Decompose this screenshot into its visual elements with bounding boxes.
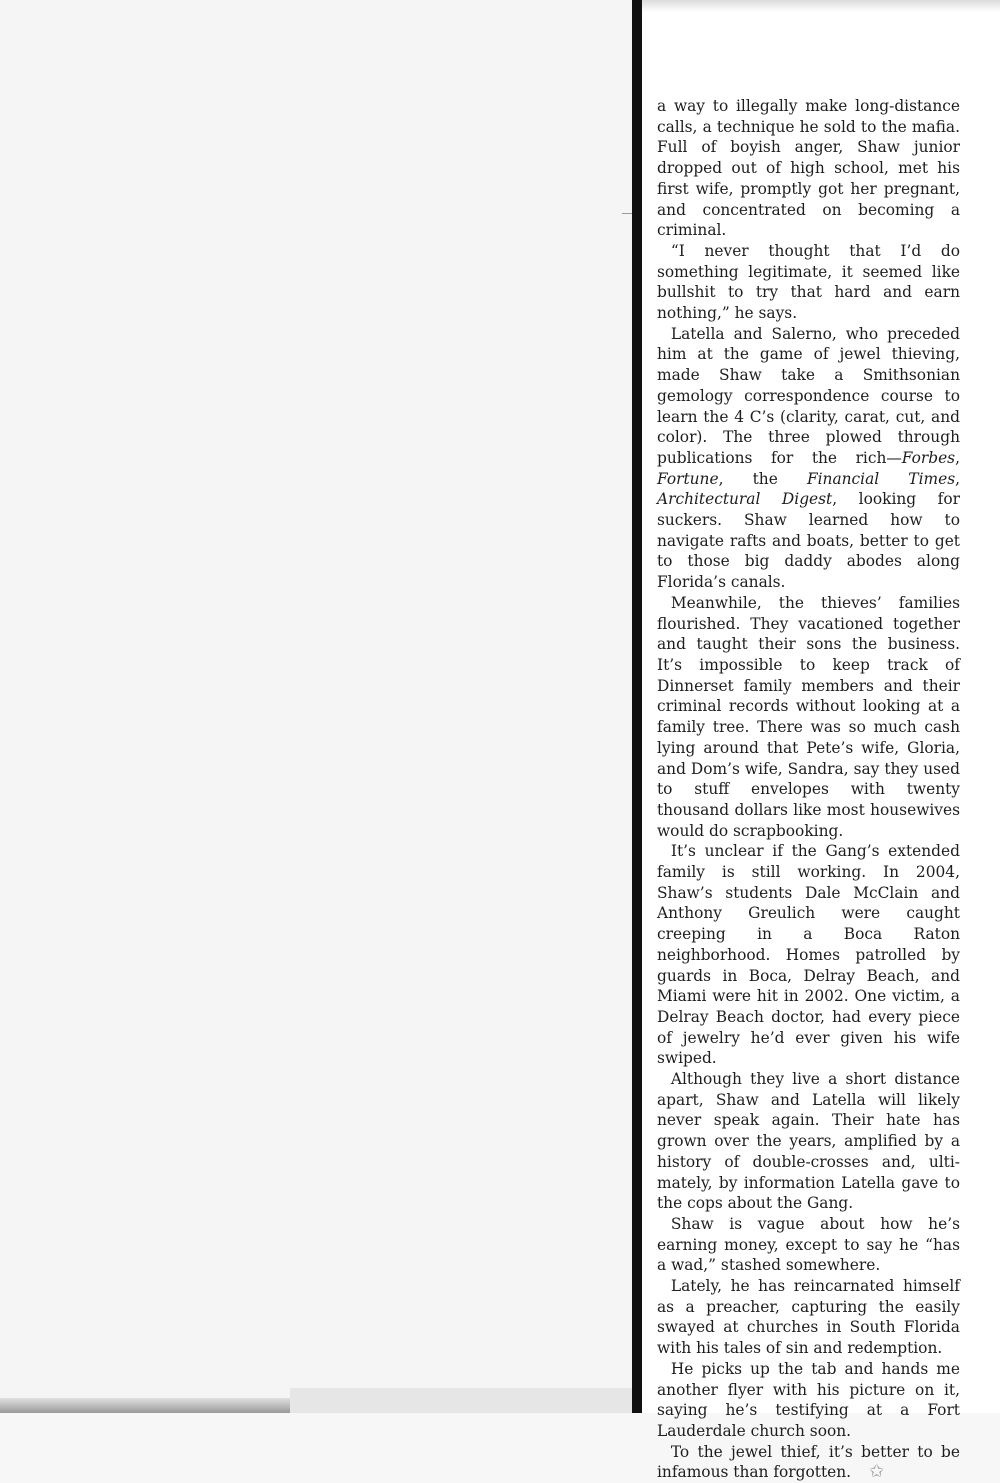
paragraph-2: “I never thought that I’d do something legitimate, it seemed like bullshit to try that hard and earn nothing,” he says. — [657, 241, 960, 323]
separator: , the — [718, 469, 807, 488]
paragraph-10-text: To the jewel thief, it’s better to be infamous than forgotten. — [657, 1442, 960, 1482]
left-page-bottom-edge — [0, 1398, 290, 1413]
publication-architectural-digest: Architectural Digest — [657, 490, 833, 509]
paragraph-9: He picks up the tab and hands me another flyer with his picture on it, saying he’s testifying at a Fort Lauderdale church soon. — [657, 1359, 960, 1440]
separator: , — [955, 448, 960, 467]
publication-fortune: Fortune — [657, 469, 719, 488]
separator: , — [955, 469, 960, 488]
paragraph-7: Shaw is vague about how he’s earning money, except to say he “has a wad,” stashed somewhere. — [657, 1214, 960, 1275]
left-page-bottom-shade — [290, 1388, 636, 1413]
book-spine — [632, 0, 642, 1413]
paragraph-6: Although they live a short distance apart, Shaw and Latella will likely never speak again. Their hate has grown over the years, amplified by a history of double-crosses and, ultimately, by information Latella gave to the cops about the Gang. — [657, 1070, 960, 1213]
publication-forbes: Forbes — [901, 448, 956, 467]
paragraph-5: It’s unclear if the Gang’s extended family is still working. In 2004, Shaw’s students Dale McClain and Anthony Greulich were caught creeping in a Boca Raton neighborhood. Homes patrolled by guards in Boca, Delray Beach, and Miami were hit in 2002. One victim, a Delray Beach doctor, had every piece of jewelry he’d ever given his wife swiped. — [657, 842, 960, 1068]
right-page-top-shade — [642, 0, 1000, 12]
paragraph-8: Lately, he has reincarnated himself as a preacher, capturing the easily swayed at churches in South Florida with his tales of sin and redemption. — [657, 1277, 960, 1358]
paragraph-3 — [657, 324, 960, 593]
paragraph-10 — [657, 1442, 960, 1483]
paragraph-3-text-a: Latella and Salerno, who preceded him at the game of jewel thieving, made Shaw take a Smithsonian gemology correspondence course to learn the 4 C’s (clarity, carat, cut, and color). The three plowed through publications for the rich— — [657, 324, 960, 467]
end-star-icon: ✩ — [868, 1461, 885, 1483]
article-column — [657, 96, 960, 1483]
publication-financial-times: Financial Times — [806, 469, 956, 488]
paragraph-4: Meanwhile, the thieves’ families flourished. They vacationed together and taught their sons the business. It’s impossible to keep track of Dinnerset family members and their criminal records without looking at a family tree. There was so much cash lying around that Pete’s wife, Gloria, and Dom’s wife, Sandra, say they used to stuff envelopes with twenty thousand dollars like most housewives would do scrapbooking. — [657, 593, 960, 840]
paragraph-1: a way to illegally make long-distance calls, a technique he sold to the mafia. Full of boyish anger, Shaw junior dropped out of high school, met his first wife, promptly got her pregnant, and concentrated on becoming a criminal. — [657, 97, 960, 240]
paragraph-3-text-b: , looking for suckers. Shaw learned how to navigate rafts and boats, better to get to those big daddy abodes along Florida’s canals. — [657, 490, 960, 592]
